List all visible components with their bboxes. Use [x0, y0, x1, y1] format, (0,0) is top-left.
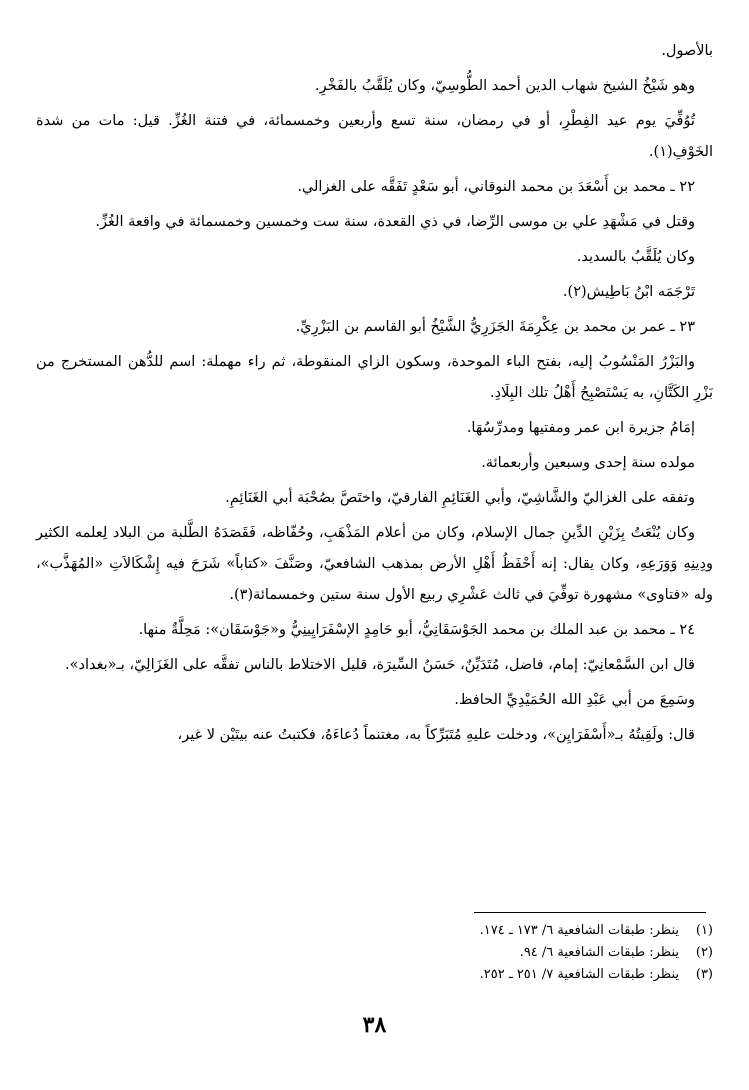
footnote-text: ينظر: طبقات الشافعية ٧/ ٢٥١ ـ ٢٥٢.	[479, 967, 679, 982]
paragraph: قال ابن السَّمْعانِيّ: إمام، فاضل، مُتَدَيِّنٌ، حَسَنُ السِّيرَة، قليل الاختلاط بالناس تفقَّه على الغَزَالِيّ، بـ«بغداد».	[65, 657, 695, 673]
paragraph: وسَمِعَ من أبي عَبْدِ الله الحُمَيْدِيِّ الحافظ.	[454, 692, 695, 708]
paragraph: تَرْجَمَه ابْنُ بَاطِيش(٢).	[562, 284, 695, 300]
footnote-number: (٣)	[695, 967, 713, 982]
footnote-divider	[474, 912, 706, 913]
paragraph: وكان يُنْعَتُ بِزَيْنِ الدِّينِ جمال الإسلام، وكان من أعلام المَذْهَبِ، وحُفّاظه، فَقَصَدَهُ الطَّلبة من البلاد لِعلمه الكثير ودِينِهِ وَوَرَعِهِ، وكان يقال: إنه أَحْفَظُ أَهْلِ الأرض بمذهب الشافعيّ، وصَنَّفَ «كتاباً» شَرَحَ فيه إِشْكَالاَتِ «المُهَذَّب»، وله «فتاوى» مشهورة توفِّيَ في ثالث عَشْرِي ربيع الأول سنة ستين وخمسمائة(٣).	[36, 525, 713, 603]
paragraph: والبَزْرُ المَنْسُوبُ إليه، بفتح الباء الموحدة، وسكون الزاي المنقوطة، ثم راء مهملة: اسم للدُّهن المستخرج من بَزْرِ الكَتَّانِ، به يَسْتَصْبِحُ أَهْلُ تلك البِلَادِ.	[36, 354, 713, 401]
paragraph: تُوُفِّيَ يوم عيد الفِطْرِ، أو في رمضان، سنة تسع وأربعين وخمسمائة، في فتنة الغُزِّ. قيل: مات من شدة الخَوْفِ(١).	[36, 113, 713, 160]
paragraph: مولده سنة إحدى وسبعين وأربعمائة.	[481, 455, 695, 471]
page-number: ٣٨	[362, 1012, 387, 1038]
paragraph: وتفقه على الغزاليّ والشَّاشِيّ، وأبي الغَنَائِمِ الفارقيّ، واختَصَّ بصُحْبَة أبي الغَنَائِمِ.	[225, 490, 695, 506]
paragraph: إمَامُ جزيرة ابن عمر ومفتيها ومدرِّسُهَا.	[466, 420, 695, 436]
paragraph: وهو شَيْخُ الشيخ شهاب الدين أحمد الطُّوسِيّ، وكان يُلَقَّبُ بالفَخْرِ.	[315, 78, 695, 94]
footnote-number: (١)	[695, 923, 713, 938]
footnote	[36, 920, 713, 942]
footnote-text: ينظر: طبقات الشافعية ٦/ ١٧٣ ـ ١٧٤.	[479, 923, 679, 938]
footnote-text: ينظر: طبقات الشافعية ٦/ ٩٤.	[519, 945, 679, 960]
paragraph: بالأصول.	[661, 43, 713, 59]
entry-heading-24: ٢٤ ـ محمد بن عبد الملك بن محمد الجَوْسَقَانِيُّ، أبو حَامِدٍ الإسْفَرَايِينِيُّ و«جَوْسَقَان»: مَحِلَّةٌ منها.	[138, 622, 695, 638]
footnote	[36, 964, 713, 986]
footnote-number: (٢)	[695, 945, 713, 960]
paragraph: وكان يُلَقَّبُ بالسديد.	[576, 249, 695, 265]
footnotes	[36, 920, 713, 986]
entry-heading-22: ٢٢ ـ محمد بن أَسْعَدَ بن محمد النوقاني، أبو سَعْدٍ تَفَقَّه على الغزالي.	[297, 179, 695, 195]
entry-heading-23: ٢٣ ـ عمر بن محمد بن عِكْرِمَةَ الجَزَرِيُّ الشَّيْخُ أبو القاسم بن البَزْرِيِّ.	[295, 319, 695, 335]
footnote	[36, 942, 713, 964]
paragraph: وقتل في مَشْهَدِ علي بن موسى الرِّضا، في ذي القعدة، سنة ست وخمسين وخمسمائة في واقعة الغُزِّ.	[95, 214, 695, 230]
paragraph: قال: ولَقِيتُهُ بـ«أَسْفَرَايِن»، ودخلت عليهِ مُتَبَرِّكاً به، مغتنماً دُعاءَهُ، فكتبتُ عنه بيتَيْن لا غير،	[177, 727, 695, 743]
main-text	[36, 36, 713, 755]
